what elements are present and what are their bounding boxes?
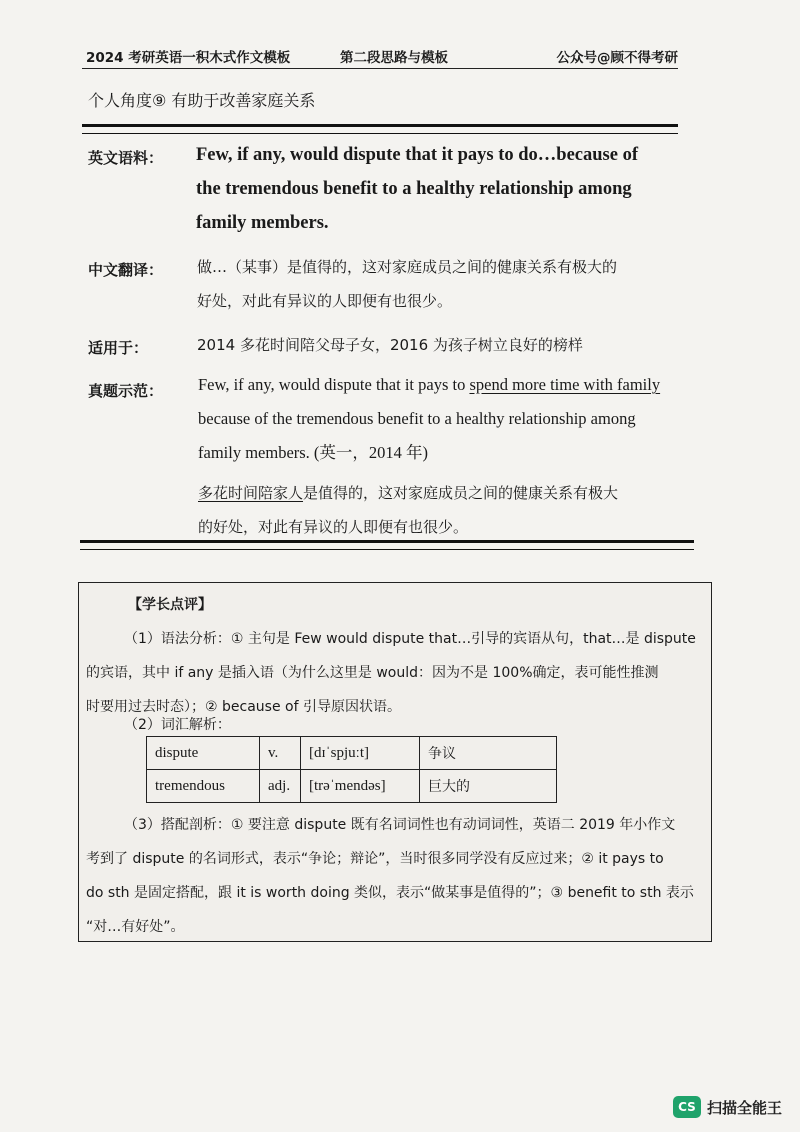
real-exam-cn-line <box>198 476 676 510</box>
header-right: 公众号@顾不得考研 <box>556 50 678 66</box>
real-exam-label: 真题示范： <box>88 382 164 400</box>
vocab-word: dispute <box>147 737 260 770</box>
grammar-line: 时要用过去时态）；② because of 引导原因状语。 <box>86 699 401 715</box>
double-rule-bottom <box>80 540 694 550</box>
vocab-meaning: 巨大的 <box>420 770 557 803</box>
grammar-line: （1）语法分析：① 主句是 Few would dispute that…引导的宾语从句，that…是 dispute <box>124 631 696 647</box>
real-exam-en-line <box>198 368 678 402</box>
table-row <box>147 770 557 803</box>
vocab-pos: v. <box>260 737 301 770</box>
scanner-label: 扫描全能王 <box>706 1098 782 1117</box>
real-exam-cn-text: 是值得的，这对家庭成员之间的健康关系有极大 <box>303 484 619 502</box>
vocab-title: （2）词汇解析： <box>124 717 231 733</box>
real-exam-cn-line: 的好处，对此有异议的人即便有也很少。 <box>198 518 469 536</box>
real-exam-en-line: family members. (英一，2014 年) <box>198 443 429 462</box>
table-row <box>147 737 557 770</box>
chinese-translation-text <box>197 250 675 318</box>
real-exam-en-line: because of the tremendous benefit to a healthy relationship among <box>198 409 636 428</box>
page-header <box>86 42 678 68</box>
section-title: 个人角度⑨ 有助于改善家庭关系 <box>88 91 316 110</box>
double-rule-top <box>82 124 678 134</box>
chinese-translation-label: 中文翻译： <box>88 261 164 279</box>
vocab-word: tremendous <box>147 770 260 803</box>
underlined-phrase: spend more time with family <box>469 375 661 394</box>
english-material-line: the tremendous benefit to a healthy relationship among <box>196 179 632 199</box>
chinese-translation-line: 做…（某事）是值得的，这对家庭成员之间的健康关系有极大的 <box>197 258 618 276</box>
english-material-text <box>196 138 672 240</box>
english-material-line: Few, if any, would dispute that it pays to do…because of <box>196 145 638 165</box>
header-left: 2024 考研英语一积木式作文模板 <box>86 50 291 66</box>
collocation-line: 考到了 dispute 的名词形式，表示“争论；辩论”，当时很多同学没有反应过来；② it pays to <box>86 851 664 867</box>
collocation-line: “对…有好处”。 <box>86 919 185 935</box>
header-rule <box>82 68 678 69</box>
vocab-phonetic: [dɪˈspjuːt] <box>301 737 420 770</box>
real-exam-english <box>198 368 678 470</box>
scanner-watermark <box>673 1096 782 1118</box>
grammar-line: 的宾语，其中 if any 是插入语（为什么这里是 would：因为不是 100%确定，表可能性推测 <box>86 665 659 681</box>
collocation-line: do sth 是固定搭配，跟 it is worth doing 类似，表示“做某事是值得的”；③ benefit to sth 表示 <box>86 885 694 901</box>
real-exam-en-text: Few, if any, would dispute that it pays to <box>198 375 470 394</box>
review-title: 【学长点评】 <box>128 597 212 613</box>
vocab-phonetic: [trəˈmendəs] <box>301 770 420 803</box>
applicable-label: 适用于： <box>88 339 149 357</box>
camscanner-icon: CS <box>673 1096 701 1118</box>
chinese-translation-line: 好处，对此有异议的人即便有也很少。 <box>197 292 453 310</box>
real-exam-chinese <box>198 476 676 544</box>
english-material-label: 英文语料： <box>88 149 164 167</box>
vocab-pos: adj. <box>260 770 301 803</box>
collocation-line: （3）搭配剖析：① 要注意 dispute 既有名词词性也有动词词性，英语二 2019 年小作文 <box>124 817 676 833</box>
applicable-text: 2014 多花时间陪父母子女，2016 为孩子树立良好的榜样 <box>197 336 583 354</box>
english-material-line: family members. <box>196 213 329 233</box>
underlined-phrase-cn: 多花时间陪家人 <box>198 484 304 502</box>
header-middle: 第二段思路与模板 <box>340 50 448 66</box>
vocab-table <box>146 736 557 803</box>
vocab-meaning: 争议 <box>420 737 557 770</box>
